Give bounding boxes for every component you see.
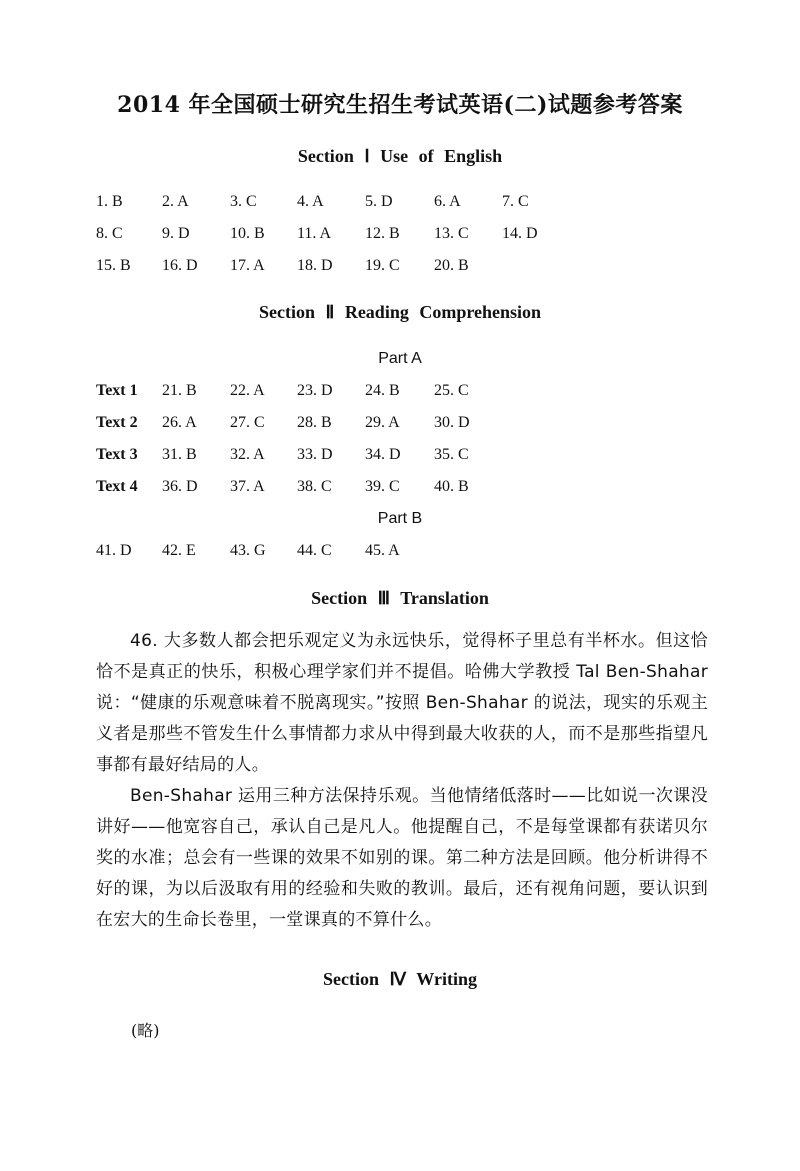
answer-item: 22. A: [230, 382, 265, 399]
text-label: Text 4: [96, 478, 138, 495]
answer-item: 38. C: [297, 478, 332, 495]
answer-item: 11. A: [297, 225, 332, 242]
text-label: Text 2: [96, 414, 138, 431]
answer-item: 10. B: [230, 225, 265, 242]
answer-item: 24. B: [365, 382, 400, 399]
answer-item: 34. D: [365, 446, 401, 463]
answer-item: 32. A: [230, 446, 265, 463]
answer-item: 43. G: [230, 542, 266, 559]
answer-item: 21. B: [162, 382, 197, 399]
writing-omitted-note: (略): [131, 1021, 160, 1040]
answer-item: 23. D: [297, 382, 333, 399]
translation-paragraph-1: 46. 大多数人都会把乐观定义为永远快乐，觉得杯子里总有半杯水。但这恰恰不是真正的快乐，积极心理学家们并不提倡。哈佛大学教授 Tal Ben-Shahar 说：“健康的乐观意味着不脱离现实。”按照 Ben-Shahar 的说法，现实的乐观主义者是那些不管发生什么事情都力求从中得到最大收获的人，而不是那些指望凡事都有最好结局的人。: [96, 631, 708, 775]
answer-item: 4. A: [297, 193, 324, 210]
answer-item: 27. C: [230, 414, 265, 431]
answer-item: 33. D: [297, 446, 333, 463]
answer-item: 37. A: [230, 478, 265, 495]
translation-paragraph-2: Ben-Shahar 运用三种方法保持乐观。当他情绪低落时——比如说一次课没讲好——他宽容自己，承认自己是凡人。他提醒自己，不是每堂课都有获诺贝尔奖的水准；总会有一些课的效果不如别的课。第二种方法是回顾。他分析讲得不好的课，为以后汲取有用的经验和失败的教训。最后，还有视角问题，要认识到在宏大的生命长卷里，一堂课真的不算什么。: [96, 786, 708, 930]
answer-item: 42. E: [162, 542, 196, 559]
text-label: Text 3: [96, 446, 138, 463]
answer-item: 17. A: [230, 257, 265, 274]
answer-item: 35. C: [434, 446, 469, 463]
answer-item: 26. A: [162, 414, 197, 431]
answer-item: 18. D: [297, 257, 333, 274]
answer-item: 41. D: [96, 542, 132, 559]
section-4-heading: Section Ⅳ Writing: [323, 969, 477, 989]
answer-item: 28. B: [297, 414, 332, 431]
answer-item: 36. D: [162, 478, 198, 495]
part-b-heading: Part B: [377, 510, 423, 527]
answer-item: 15. B: [96, 257, 131, 274]
answer-item: 39. C: [365, 478, 400, 495]
answer-item: 29. A: [365, 414, 400, 431]
answer-item: 7. C: [502, 193, 529, 210]
answer-item: 12. B: [365, 225, 400, 242]
section-1-heading: Section Ⅰ Use of English: [297, 146, 503, 166]
answer-item: 5. D: [365, 193, 393, 210]
answer-item: 44. C: [297, 542, 332, 559]
section-3-heading: Section Ⅲ Translation: [311, 588, 489, 608]
answer-item: 8. C: [96, 225, 123, 242]
part-a-heading: Part A: [378, 350, 422, 367]
answer-item: 30. D: [434, 414, 470, 431]
answer-item: 19. C: [365, 257, 400, 274]
answer-item: 13. C: [434, 225, 469, 242]
text-label: Text 1: [96, 382, 138, 399]
answer-item: 14. D: [502, 225, 538, 242]
answer-item: 25. C: [434, 382, 469, 399]
answer-item: 2. A: [162, 193, 189, 210]
answer-item: 40. B: [434, 478, 469, 495]
answer-item: 45. A: [365, 542, 400, 559]
answer-item: 1. B: [96, 193, 123, 210]
answer-item: 20. B: [434, 257, 469, 274]
answer-item: 16. D: [162, 257, 198, 274]
answer-item: 31. B: [162, 446, 197, 463]
answer-item: 6. A: [434, 193, 461, 210]
answer-item: 9. D: [162, 225, 190, 242]
section-2-heading: Section Ⅱ Reading Comprehension: [258, 302, 542, 322]
answer-item: 3. C: [230, 193, 257, 210]
page-title: 2014 年全国硕士研究生招生考试英语(二)试题参考答案: [117, 92, 683, 118]
translation-text: [96, 626, 708, 936]
